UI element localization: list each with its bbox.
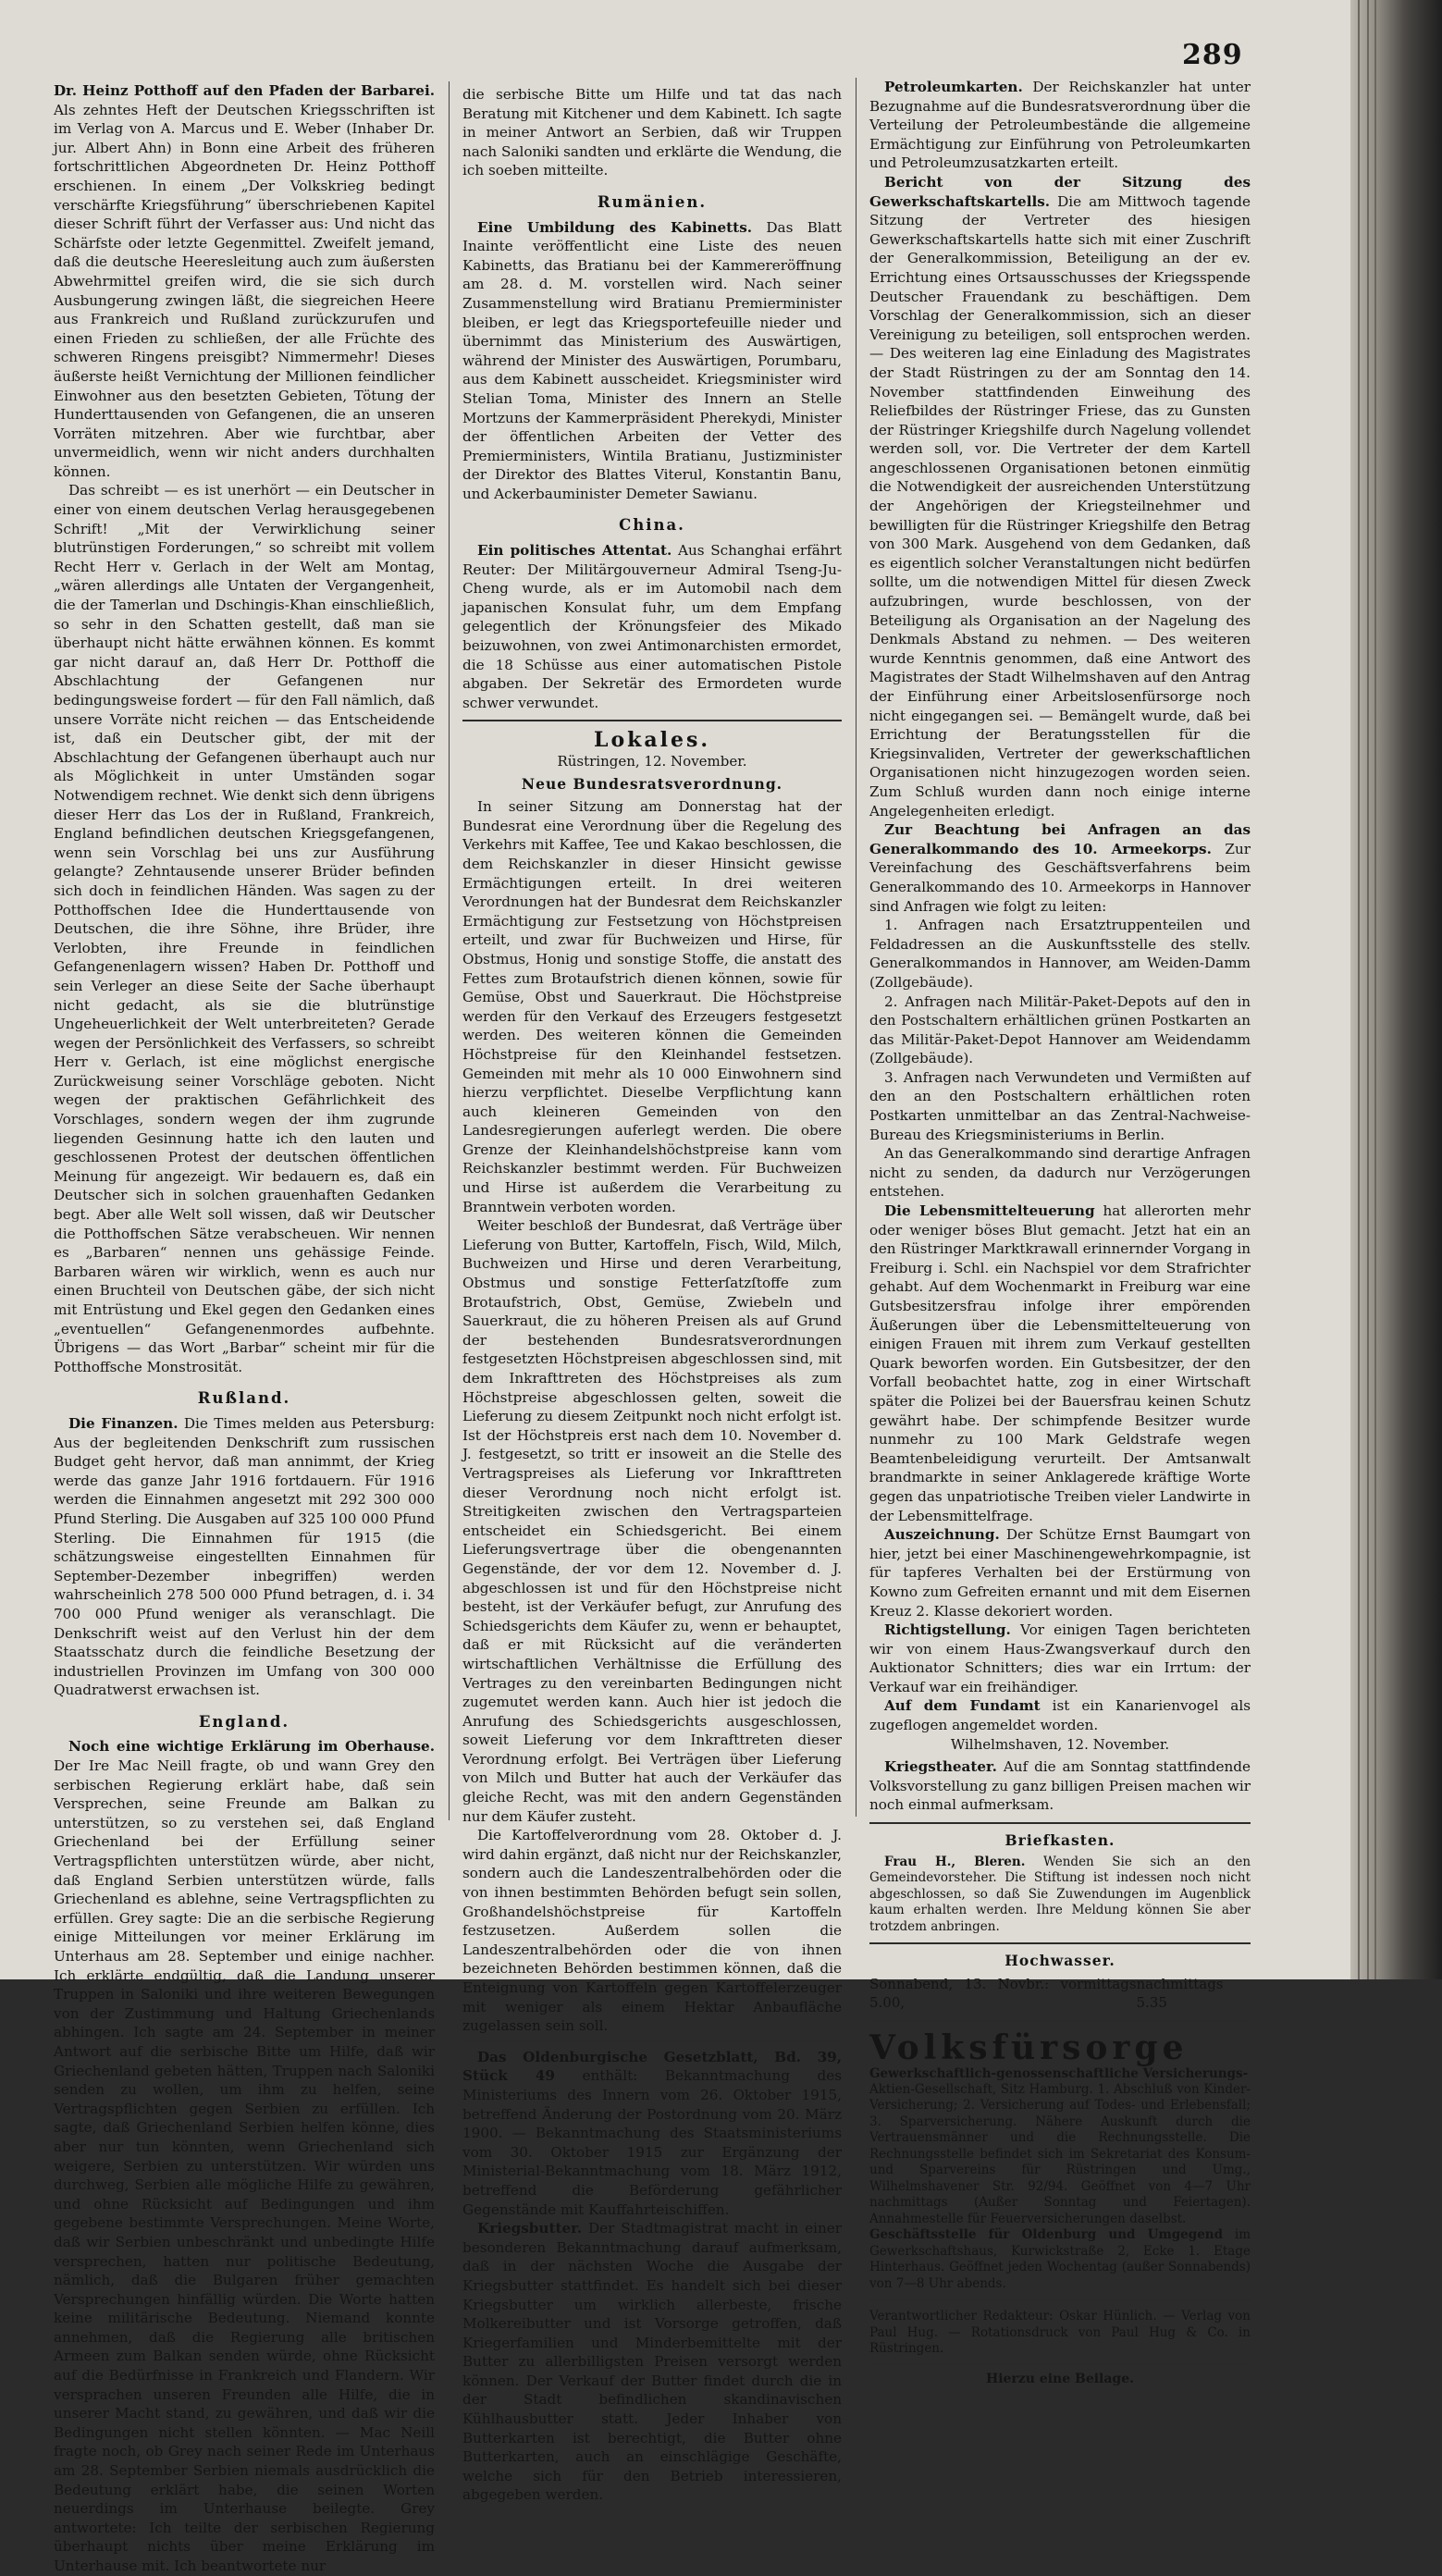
column-middle — [462, 85, 842, 2505]
article-fundamt-lead: Auf dem Fundamt — [884, 1697, 1041, 1715]
advertisement-office-lead: Geschäftsstelle für Oldenburg und Umgegend — [869, 2227, 1224, 2243]
article-divider — [462, 2041, 842, 2042]
article-richtigstellung-text: Vor einigen Tagen berichteten wir von einem Haus-Zwangsverkauf durch den Auktionator Schnitters; dies war ein Irrtum: der Verkauf war ein freihändiger. — [869, 1621, 1251, 1695]
article-gesetzblatt-lead: Das Oldenburgische Gesetzblatt, Bd. 39, Stück 49 — [462, 2048, 842, 2085]
article-gewerkschaft — [869, 173, 1251, 820]
article-kriegstheater-text: Auf die am Sonntag stattfindende Volksvorstellung zu ganz billigen Preisen machen wir noch einmal aufmerksam. — [869, 1758, 1251, 1814]
article-potthoff — [54, 81, 435, 481]
article-gesetzblatt-text: enthält: Bekanntmachung des Ministeriums des Innern vom 26. Oktober 1915, betreffend Änderung der Postordnung vom 20. März 1900. — Bekanntmachung des Staatsministeriums vom 30. Oktober 1915 zur Ergänzung der Ministerial-Bekanntmachung vom 18. März 1912, betreffend die Beförderung gefährlicher Gegenstände mit Kauffahrteischiffen. — [462, 2067, 843, 2218]
article-briefkasten — [869, 1855, 1251, 1936]
article-rumaenien-lead: Eine Umbildung des Kabinetts. — [477, 218, 753, 236]
article-russland-lead: Die Finanzen. — [68, 1414, 179, 1432]
advertisement-office — [869, 2227, 1251, 2292]
article-lebensmittel — [869, 1202, 1251, 1525]
article-lebensmittel-lead: Die Lebensmittelteuerung — [884, 1202, 1095, 1220]
article-petroleum — [869, 78, 1251, 173]
binding-edge — [1367, 0, 1369, 1979]
article-potthoff-text: Als zehntes Heft der Deutschen Kriegsschriften ist im Verlag von A. Marcus und E. Weber (Inhaber Dr. jur. Albert Ahn) in Bonn eine Arbeit des früheren fortschrittlichen Abgeordneten Dr. Heinz Potthoff erschienen. In einem „Der Volkskrieg bedingt verschärfte Kriegsführung“ überschriebenen Kapitel dieser Schrift führt der Verfasser aus: Und nicht das Schärfste oder letzte Gegenmittel. Zweifelt jemand, daß die deutsche Heeresleitung auch zum äußersten Abwehrmittel greifen wird, die sie sich durch Ausbungerung zwingen läßt, die siegreichen Heere aus Frankreich und Rußland zurückzurufen und einen Frieden zu schließen, der alle Früchte des schweren Ringens preisgibt? Nimmermehr! Dieses äußerste heißt Vernichtung der Millionen feindlicher Einwohner aus den besetzten Gebieten, Tötung der Hunderttausenden von Gefangenen, die an unseren Vorräten mitzehren. Aber wie furchtbar, aber unvermeidlich, wenn wir nicht anders durchhalten können. — [54, 101, 435, 480]
dateline-wilhelmshaven: Wilhelmshaven, 12. November. — [950, 1735, 1170, 1753]
section-divider — [869, 2299, 1251, 2301]
generalkommando-item-1: 1. Anfragen nach Ersatztruppenteilen und Feldadressen an die Auskunftsstelle des stellv. Generalkommandos in Hannover, am Weiden-Damm (Zollgebäude). — [869, 917, 1251, 991]
article-kriegsbutter-text: Der Stadtmagistrat macht in einer besonderen Bekanntmachung darauf aufmerksam, daß in der nächsten Woche die Ausgabe der Kriegsbutter stattfindet. Es handelt sich bei dieser Kriegsbutter um wirklich allerbeste, frische Molkereibutter und ist Vorsorge getroffen, daß Kriegerfamilien und Minderbemittelte mit der Butter zu allerbilligsten Preisen versorgt werden können. Der Verkauf der Butter findet durch die in der Stadt befindlichen skandinavischen Kühlhausbutter statt. Jeder Inhaber von Butterkarten ist berechtigt, die Butter ohne Butterkarten, auch an einschlägige Geschäfte, welche sich für den Betrieb interessieren, abgegeben werden. — [462, 2220, 842, 2504]
generalkommando-item-3: 3. Anfragen nach Verwundeten und Vermißten auf den an den Postschaltern erhältlichen roten Postkarten unmittelbar an das Zentral-Nachweise-Bureau des Kriegsministeriums in Berlin. — [869, 1068, 1251, 1143]
hochwasser-date: Sonnabend, 13. Novbr.: vormittags 5.00, — [869, 1975, 1137, 2012]
section-heading-lokales: Lokales. — [593, 728, 711, 753]
section-heading-rumaenien: Rumänien. — [597, 192, 708, 211]
article-england-cont: die serbische Bitte um Hilfe und tat das nach Beratung mit Kitchener und dem Kabinett. Ich sagte in meiner Antwort an Serbien, daß wir Truppen nach Saloniki sandten und erklärte die Wendung, die ich soeben mitteilte. — [462, 86, 842, 179]
imprint-divider — [869, 2363, 1251, 2364]
article-auszeichnung — [869, 1525, 1251, 1621]
section-divider — [462, 720, 842, 721]
section-heading-briefkasten: Briefkasten. — [1004, 1831, 1115, 1850]
article-briefkasten-lead: Frau H., Bleren. — [884, 1854, 1026, 1869]
article-gesetzblatt — [462, 2048, 842, 2219]
section-divider — [869, 1942, 1251, 1944]
article-generalkommando-lead: Zur Beachtung bei Anfragen an das Generalkommando des 10. Armeekorps. — [869, 821, 1251, 857]
article-generalkommando-text: Zur Vereinfachung des Geschäftsverfahrens beim Generalkommando des 10. Armeekorps in Hannover sind Anfragen wie folgt zu leiten: — [869, 840, 1251, 915]
article-china — [462, 541, 842, 712]
section-divider — [869, 2020, 1251, 2022]
article-richtigstellung — [869, 1621, 1251, 1696]
article-briefkasten-text: Wenden Sie sich an den Gemeindevorsteher. Die Stiftung ist indessen noch nicht abgeschlossen, so daß Sie Zuwendungen im Augenblick kaum erhalten werden. Ihre Meldung können Sie aber trotzdem anbringen. — [869, 1854, 1251, 1934]
advertisement-office-text: im Gewerkschaftshaus, Kurwickstraße 2, Ecke 1. Etage Hinterhaus. Geöffnet jeden Wochentag (außer Sonnabends) von 7—8 Uhr abends. — [869, 2227, 1251, 2291]
article-bundesrat-p3: Die Kartoffelverordnung vom 28. Oktober d. J. wird dahin ergänzt, daß nicht nur der Reichskanzler, sondern auch die Landeszentralbehörden oder die von ihnen bestimmten Behörden befugt sein sollen, Großhandelshöchstpreise für Kartoffeln festzusetzen. Außerdem sollen die Landeszentralbehörden oder die von ihnen bezeichneten Behörden bestimmen können, daß die Enteignung von Kartoffeln gegen Kartoffelerzeuger mit weniger als einem Hektar Anbaufläche zugelassen sein soll. — [462, 1827, 842, 2035]
subhead-bundesratsverordnung: Neue Bundesratsverordnung. — [521, 774, 783, 793]
section-heading-china: China. — [619, 516, 685, 535]
article-lebensmittel-text: hat allerorten mehr oder weniger böses Blut gemacht. Jetzt hat ein an den Rüstringer Marktkrawall erinnernder Vorgang in Freiburg i. Schl. ein Nachspiel vor dem Strafrichter gehabt. Auf dem Wochenmarkt in Freiburg war eine Gutsbesitzersfrau infolge ihrer empörenden Äußerungen über die Lebensmittelteuerung von einigen Frauen mit ihrem zum Verkauf gestellten Quark beworfen worden. Ein Gutsbesitzer, der den Vorfall beobachtet hatte, zog in einer Wirtschaft später die Polizei bei der Bauersfrau keinen Schutz gewährt habe. Der schimpfende Besitzer wurde nunmehr zu 100 Mark Geldstrafe wegen Beamtenbeleidigung verurteilt. Der Amtsanwalt brandmarkte in seiner Anklagerede kräftige Worte gegen das unpatriotische Treiben vieler Landwirte in der Lebensmittelfrage. — [869, 1202, 1251, 1524]
article-england-lead: Noch eine wichtige Erklärung im Oberhause. — [68, 1738, 435, 1756]
advertisement-title: Volksfürsorge — [869, 2028, 1189, 2067]
article-fundamt-text: ist ein Kanarienvogel als zugeflogen angemeldet worden. — [869, 1697, 1251, 1734]
hochwasser-afternoon: nachmittags 5.35 — [1136, 1975, 1224, 2012]
column-rule-2 — [856, 78, 857, 1817]
advertisement-text: Aktien-Gesellschaft, Sitz Hamburg. 1. Abschluß von Kinder-Versicherung; 2. Versicherung auf Todes- und Erlebensfall; 3. Sparversicherung. Nähere Auskunft durch die Vertrauensmänner und die Rechnungsstelle. Die Rechnungsstelle befindet sich im Sekretariat des Konsum- und Sparvereins für Rüstringen und Umg., Wilhelmshavener Str. 92/94. Geöffnet von 4—7 Uhr nachmittags (Außer Sonntag und Feiertagen). Annahmestelle für Feuerversicherungen daselbst. — [869, 2081, 1251, 2226]
advertisement-subtitle: Gewerkschaftlich-genossenschaftliche Versicherungs- — [869, 2065, 1249, 2081]
generalkommando-item-2: 2. Anfragen nach Militär-Paket-Depots auf den in den Postschaltern erhältlichen grünen Postkarten an das Militär-Paket-Depot Hannover am Weidendamm (Zollgebäude). — [869, 992, 1251, 1067]
article-fundamt — [869, 1696, 1251, 1734]
column-left — [54, 81, 435, 2576]
article-kriegsbutter — [462, 2219, 842, 2505]
article-russland-text: Die Times melden aus Petersburg: Aus der begleitenden Denkschrift zum russischen Budget geht hervor, daß man annimmt, der Krieg werde das ganze Jahr 1916 fortdauern. Für 1916 werden die Einnahmen angesetzt mit 292 300 000 Pfund Sterling. Die Ausgaben auf 325 100 000 Pfund Sterling. Die Einnahmen für 1915 (die schätzungsweise eingestellten Einnahmen für September-Dezember inbegriffen) werden wahrscheinlich 278 500 000 Pfund betragen, d. i. 34 700 000 Pfund weniger als veranschlagt. Die Denkschrift weist auf den Verlust hin der dem Staatsschatz durch die feindliche Besetzung der industriellen Provinzen im Umfang von 300 000 Quadratwerst erwachsen ist. — [54, 1414, 436, 1699]
article-russland — [54, 1414, 435, 1700]
article-petroleum-lead: Petroleumkarten. — [884, 79, 1023, 95]
section-heading-hochwasser: Hochwasser. — [1004, 1952, 1115, 1970]
column-rule-1 — [449, 81, 450, 1820]
article-china-lead: Ein politisches Attentat. — [477, 542, 672, 560]
supplement-notice: Hierzu eine Beilage. — [985, 2371, 1135, 2386]
page-number: 289 — [1182, 39, 1243, 71]
article-auszeichnung-text: Der Schütze Ernst Baumgart von hier, jetzt bei einer Maschinengewehrkompagnie, ist für tapferes Verhalten bei der Erstürmung von Kowno zum Gefreiten ernannt und mit dem Eisernen Kreuz 2. Klasse dekoriert worden. — [869, 1526, 1251, 1620]
dateline-ruestringen: Rüstringen, 12. November. — [557, 753, 747, 770]
article-bundesrat-p1: In seiner Sitzung am Donnerstag hat der Bundesrat eine Verordnung über die Regelung des Verkehrs mit Kaffee, Tee und Kakao beschlossen, die dem Reichskanzler in dieser Hinsicht gewisse Ermächtigungen erteilt. In drei weiteren Verordnungen hat der Bundesrat dem Reichskanzler Ermächtigung zur Festsetzung von Höchstpreisen erteilt, und zwar für Buchweizen und Hirse, für Obstmus, Honig und sonstige Stoffe, die anstatt des Fettes zum Brotaufstrich dienen können, sowie für Gemüse, Obst und Sauerkraut. Die Höchstpreise werden für den Verkauf des Erzeugers festgesetzt werden. Des weiteren können die Gemeinden Höchstpreise für den Kleinhandel festsetzen. Gemeinden mit mehr als 10 000 Einwohnern sind hierzu verpflichtet. Dieselbe Verpflichtung kann auch kleineren Gemeinden von den Landesregierungen auferlegt werden. Die obere Grenze der Kleinhandelshöchstpreise kann vom Reichskanzler bestimmt werden. Für Buchweizen und Hirse ist außerdem die Verarbeitung zu Branntwein verboten worden. — [462, 798, 842, 1215]
binding-edge — [1358, 0, 1360, 1979]
binding-edge — [1374, 0, 1376, 1979]
hochwasser-times — [869, 1975, 1251, 2013]
article-kriegsbutter-lead: Kriegsbutter. — [477, 2220, 583, 2237]
article-kriegstheater — [869, 1757, 1251, 1815]
section-heading-england: England. — [198, 1712, 290, 1731]
generalkommando-outro: An das Generalkommando sind derartige Anfragen nicht zu senden, da dadurch nur Verzögerungen entstehen. — [869, 1145, 1251, 1201]
imprint: Verantwortlicher Redakteur: Oskar Hünlich. — Verlag von Paul Hug. — Rotationsdruck von Paul Hug & Co. in Rüstringen. — [869, 2309, 1251, 2357]
article-rumaenien — [462, 218, 842, 504]
advertisement-volksfuersorge — [869, 2029, 1251, 2293]
article-gewerkschaft-text: Die am Mittwoch tagende Sitzung der Vertreter des hiesigen Gewerkschaftskartells hatte sich mit einer Zuschrift der Generalkommission, Beteiligung an der ev. Errichtung eines Ortsausschusses der Kriegsspende Deutscher Frauendank zu beschäftigen. Dem Vorschlag der Generalkommission, sich an dieser Vereinigung zu beteiligen, soll entsprochen werden. — Des weiteren lag eine Einladung des Magistrates der Stadt Rüstringen zu der am Sonntag den 14. November stattfindenden Einweihung des Reliefbildes der Rüstringer Friese, das zu Gunsten der Rüstringer Kriegshilfe durch Nagelung vollendet werden soll, vor. Die Vertreter der dem Kartell angeschlossenen Organisationen betonen einmütig die Notwendigkeit der ausreichenden Unterstützung der Angehörigen der Kriegsteilnehmer und bewilligten für die Rüstringer Kriegshilfe den Betrag von 300 Mark. Ausgehend von dem Gedanken, daß es eigentlich solcher Veranstaltungen nicht bedürfen sollte, um die notwendigen Mittel für diesen Zweck aufzubringen, wurde beschlossen, von der Beteiligung als Organisation an der Nagelung des Denkmals Abstand zu nehmen. — Des weiteren wurde Kenntnis genommen, daß eine Antwort des Magistrates der Stadt Wilhelmshaven auf den Antrag der Einführung einer Arbeitslosenfürsorge noch nicht eingegangen sei. — Bemängelt wurde, daß bei Errichtung der Beratungsstellen für die Kriegsinvaliden, Vertreter der gewerkschaftlichen Organisationen nicht hinzugezogen worden seien. Zum Schluß wurden dann noch einige interne Angelegenheiten erledigt. — [869, 192, 1251, 820]
article-bundesrat-p2: Weiter beschloß der Bundesrat, daß Verträge über Lieferung von Butter, Kartoffeln, Fisch, Wild, Milch, Buchweizen und Hirse und deren Verarbeitung, Obstmus und sonstige Fetterſatzſtoffe zum Brotaufstrich, Obst, Gemüse, Zwiebeln und Sauerkraut, die zu höheren Preisen als auf Grund der bestehenden Bundesratsverordnungen festgesetzten Höchstpreisen abgeschlossen sind, mit dem Inkrafttreten des Höchstpreises als zum Höchstpreise abgeschlossen gelten, soweit die Lieferung zu diesem Zeitpunkt noch nicht erfolgt ist. Ist der Höchstpreis erst nach dem 10. November d. J. festgesetzt, so tritt er insoweit an die Stelle des Vertragspreises als Lieferung vor Inkrafttreten dieser Verordnung noch nicht erfolgt ist. Streitigkeiten zwischen den Vertragsparteien entscheidet ein Schiedsgericht. Bei einem Lieferungsvertrage über die obengenannten Gegenstände, der vor dem 12. November d. J. abgeschlossen ist und für den Höchstpreise nicht besteht, ist der Verkäufer befugt, zur Anrufung des Schiedsgerichts dem Käufer zu, wenn er behauptet, daß er mit Rücksicht auf die veränderten wirtschaftlichen Verhältnisse die Erfüllung des Vertrages zu den vereinbarten Bedingungen nicht zugemutet werden kann. Auch hier ist jedoch die Anrufung des Schiedsgerichts ausgeschlossen, soweit Lieferung vor dem Inkrafttreten dieser Verordnung erfolgt. Bei Verträgen über Lieferung von Milch und Butter hat auch der Verkäufer das gleiche Recht, was mit den andern Gegenständen nur dem Käufer zusteht. — [462, 1217, 842, 1825]
article-china-text: Aus Schanghai erfährt Reuter: Der Militärgouverneur Admiral Tseng-Ju-Cheng wurde, als er im Automobil nach dem japanischen Konsulat fuhr, um dem Empfang gelegentlich der Krönungsfeier des Mikado beizuwohnen, von zwei Antimonarchisten ermordet, die 18 Schüsse aus einer automatischen Pistole abgaben. Der Sekretär des Ermordeten wurde schwer verwundet. — [462, 542, 842, 711]
section-divider — [869, 1822, 1251, 1824]
article-generalkommando — [869, 820, 1251, 916]
column-right — [869, 78, 1251, 2389]
article-rumaenien-text: Das Blatt Inainte veröffentlicht eine Liste des neuen Kabinetts, das Bratianu bei der Kammereröffnung am 28. d. M. vorstellen wird. Nach seiner Zusammenstellung wird Bratianu Premierminister bleiben, er legt das Kriegsportefeuille nieder und übernimmt das Ministerium des Auswärtigen, während der Minister des Auswärtigen, Porumbaru, aus dem Kabinett ausscheidet. Kriegsminister wird Stelian Toma, Minister des Innern an Stelle Mortzuns der Kammerpräsident Pherekydi, Minister der öffentlichen Arbeiten der Vetter des Premierministers, Wintila Bratianu, Justizminister der Direktor des Blattes Viterul, Konstantin Banu, und Ackerbauminister Demeter Sawianu. — [462, 218, 843, 502]
book-binding — [1350, 0, 1442, 1979]
article-petroleum-text: Der Reichskanzler hat unter Bezugnahme auf die Bundesratsverordnung über die Verteilung der Petroleumbestände die allgemeine Ermächtigung zur Einführung von Petroleumkarten und Petroleumzusatzkarten erteilt. — [869, 79, 1251, 172]
article-potthoff-p2: Das schreibt — es ist unerhört — ein Deutscher in einer von einem deutschen Verlag herausgegebenen Schrift! „Mit der Verwirklichung seiner blutrünstigen Forderungen,“ so schreibt mit vollem Recht Herr v. Gerlach in der Welt am Montag, „wären allerdings alle Untaten der Vergangenheit, die der Tamerlan und Dschingis-Khan einschließlich, so sehr in den Schatten gestellt, daß man sie überhaupt nicht hätte erwähnen können. Es kommt gar nicht darauf an, daß Herr Dr. Potthoff die Abschlachtung der Gefangenen nur bedingungsweise fordert — für den Fall nämlich, daß unsere Vorräte nicht reichen — das Entscheidende ist, daß ein Deutscher gibt, der mit der Abschlachtung der Gefangenen überhaupt auch nur als Möglichkeit in unter Umständen sogar Notwendigem rechnet. Wie denkt sich denn übrigens dieser Herr das Los der in Rußland, Frankreich, England befindlichen deutschen Kriegsgefangenen, wenn sein Vorschlag bei uns zur Ausführung gelangte? Zehntausende unserer Brüder befinden sich doch in feindlichen Händen. Was sagen zu der Potthoffschen Idee die Hunderttausende von Deutschen, die ihre Söhne, ihre Brüder, ihre Verlobten, ihre Freunde in feindlichen Gefangenenlagern wissen? Haben Dr. Potthoff und sein Verleger an diese Seite der Sache überhaupt nicht gedacht, als sie die blutrünstige Ungeheuerlichkeit der Welt unterbreiteten? Gerade wegen der Persönlichkeit des Verfassers, so schreibt Herr v. Gerlach, ist eine möglichst energische Zurückweisung seiner Vorschläge geboten. Nicht wegen der praktischen Gefährlichkeit des Vorschlages, sondern wegen der ihm zugrunde liegenden Gesinnung hatte ich den lauten und geschlossenen Protest der deutschen öffentlichen Meinung für angezeigt. Wir bedauern es, daß ein Deutscher sich in solchen grauenhaften Gedanken begt. Aber alle Welt soll wissen, daß wir Deutscher die Potthoffschen Sätze verabscheuen. Wir nennen es „Barbaren“ nennen uns gehässige Feinde. Barbaren wären wir wirklich, wenn es auch nur einen Bruchteil von Deutschen gäbe, der sich nicht mit Entrüstung und Ekel gegen den Gedanken eines „eventuellen“ Gefangenenmordes aufbehnte. Übrigens — das Wort „Barbar“ scheint mir für die Potthoffsche Monstrosität. — [54, 482, 435, 1375]
article-england-text: Der Ire Mac Neill fragte, ob und wann Grey den serbischen Regierung erklärt habe, daß sein Versprechen, seine Freunde am Balkan zu unterstützen, so zu verstehen sei, daß England Griechenland bei der Erfüllung seiner Vertragspflichten unterstützen würde, aber nicht, daß England Serbien unterstützen würde, falls Griechenland es ablehne, seine Vertragspflichten zu erfüllen. Grey sagte: Die an die serbische Regierung einige Mitteilungen vor meiner Erklärung im Unterhaus am 28. September und einige nachher. Ich erklärte endgültig, daß die Landung unserer Truppen in Saloniki und ihre weiteren Bewegungen von der Zustimmung und Haltung Griechenlands abhingen. Ich sagte am 24. September in meiner Antwort auf die serbische Bitte um Hilfe, daß wir Griechenland gebeten hätten, Truppen nach Saloniki senden zu wollen, um ihm zu helfen, seine Vertragspflichten gegen Serbien zu erfüllen. Ich sagte, daß Griechenland Serbien helfen könne, dies aber nur tun könnten, wenn Griechenland sich weigere, Serbien zu unterstützen. Wir würden uns durchweg, Serbien alle mögliche Hilfe zu gewähren, und ohne Rücksicht auf Bedingungen und ihm gegebene bestimmte Versprechungen. Meine Worte, daß wir Serbien unbeschränkt und unbedingte Hilfe versprechen, hatten nur politische Bedeutung, nämlich, daß die Bulgaren früher gemachten Versprechungen hinfällig würden. Die Worte hatten keine militärische Bedeutung. Niemand konnte annehmen, daß die Regierung alle britischen Armeen zum Balkan senden würde, ohne Rücksicht auf die Bedürfnisse in Frankreich und Flandern. Wir versprachen unseren Freunden alle Hilfe, die in unserer Macht stand, zu gewähren, und daß wir die Bedingungen nicht stellen könnten. — Mac Neill fragte noch, ob Grey nach seiner Rede im Unterhaus am 28. September Serbien niemals ausdrücklich die Bedeutung erklärt habe, die seinen Worten neuerdings im Unterhause beilegte. Grey antwortete: Ich teilte der serbischen Regierung überhaupt nichts über meine Erklärung im Unterhause mit. Ich beantwortete nur — [54, 1757, 435, 2574]
article-gewerkschaft-lead: Bericht von der Sitzung des Gewerkschaftskartells. — [869, 173, 1251, 210]
article-kriegstheater-lead: Kriegstheater. — [884, 1758, 997, 1776]
section-heading-russland: Rußland. — [197, 1389, 291, 1408]
article-potthoff-lead: Dr. Heinz Potthoff auf den Pfaden der Barbarei. — [54, 82, 435, 99]
article-auszeichnung-lead: Auszeichnung. — [884, 1526, 1000, 1544]
article-england — [54, 1737, 435, 2575]
article-richtigstellung-lead: Richtigstellung. — [884, 1621, 1011, 1639]
